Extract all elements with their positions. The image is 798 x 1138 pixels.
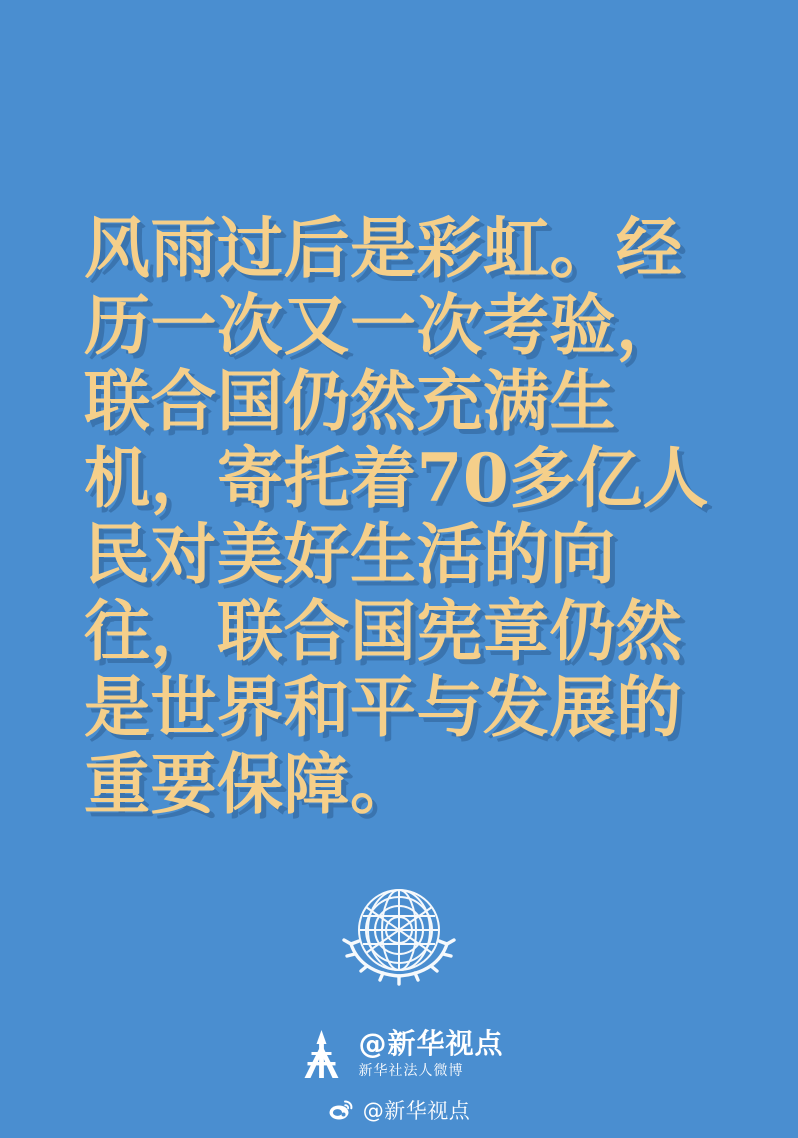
credit-account: @新华视点: [358, 1027, 504, 1060]
xinhua-logo-icon: [294, 1028, 348, 1080]
credit-texts: [358, 1027, 504, 1079]
weibo-watermark: [0, 1082, 798, 1138]
quote-block: [84, 210, 724, 822]
credit-subtitle: 新华社法人微博: [358, 1063, 464, 1079]
credit-block: [294, 1028, 503, 1080]
united-nations-emblem-icon: [333, 868, 465, 1000]
weibo-icon: [328, 1097, 354, 1123]
weibo-account-name: @新华视点: [362, 1099, 471, 1123]
quote-text: 风雨过后是彩虹。经历一次又一次考验，联合国仍然充满生机，寄托着70多亿人民对美好生活的向往，联合国宪章仍然是世界和平与发展的重要保障。: [84, 209, 709, 823]
